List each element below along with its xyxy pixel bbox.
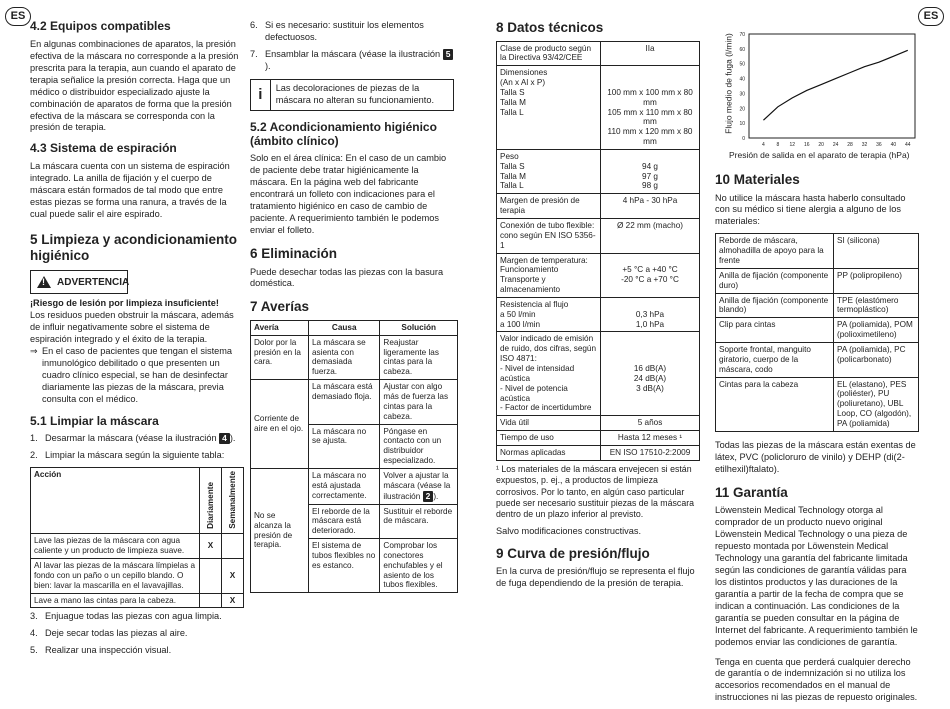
column-2 [250, 20, 458, 593]
illustration-ref-5: 5 [443, 49, 454, 60]
info-box [250, 79, 454, 111]
section-10-title: 10 Materiales [715, 172, 800, 187]
material-name: TPE (elastómero termoplástico) [834, 293, 919, 318]
table-row [716, 318, 919, 343]
table-row: Lave a mano las cintas para la cabeza. X [31, 593, 244, 608]
table-row: El sistema de tubos flexibles no es estanco. Comprobar los conectores enchufables y el asiento de los tubos flexibles. [251, 539, 458, 593]
footnote: ¹ Los materiales de la máscara envejecen si están expuestos, p. ej., a productos de limpieza corrosivos. Por lo tanto, en algún caso particular puede ser necesario sustituir piezas de la máscara dentro de un plazo inferior al previsto. [496, 463, 695, 520]
tech-value: 100 mm x 100 mm x 80 mm 105 mm x 110 mm x 80 mm 110 mm x 120 mm x 80 mm [601, 66, 700, 150]
tech-value: Hasta 12 meses ¹ [601, 431, 700, 446]
tech-value: +5 °C a +40 °C -20 °C a +70 °C [601, 253, 700, 297]
table-row: El reborde de la máscara está deteriorado. Sustituir el reborde de máscara. [251, 504, 458, 539]
tech-value: Ø 22 mm (macho) [601, 219, 700, 254]
table-row [497, 332, 700, 416]
table-row: Al lavar las piezas de la máscara límpielas a fondo con un paño o un cepillo blando. O bien: lavar la mascarilla en el lavavajillas. X [31, 558, 244, 593]
table-row: Lave las piezas de la máscara con agua caliente y un producto de limpieza suave. X [31, 534, 244, 559]
material-name: EL (elastano), PES (poliéster), PU (poliuretano), UBL Loop, CO (algodón), PA (poliamida) [834, 377, 919, 431]
material-name: PA (poliamida), PC (policarbonato) [834, 342, 919, 377]
step-5: 5. Realizar una inspección visual. [30, 645, 172, 656]
warning-box [30, 270, 128, 294]
step-2: 2. Limpiar la máscara según la siguiente tabla: [30, 450, 225, 461]
section-4-3-text: La máscara cuenta con un sistema de espiración integrado. La anilla de fijación y el cuerpo de máscara están formados de tal modo que entre estas piezas se forma una ranura, a través de la cual puede salir el aire espirado. [30, 161, 230, 220]
material-name: PP (polipropileno) [834, 268, 919, 293]
material-part: Clip para cintas [716, 318, 834, 343]
section-11-text-1: Löwenstein Medical Technology otorga al comprador de un producto nuevo original Löwenstein Medical Technology o una pieza de repuesto montada por Löwenstein Medical Technology una garantía del fabricante limitada según las condiciones de garantía válidas para los distintos productos y las duraciones de la garantía a partir de la fecha de compra que se indican a continuación. Las condiciones de la garantía se pueden consultar en la página de Internet del fabricante. A requerimiento también le podemos enviar las condiciones de garantía. [715, 505, 918, 647]
warning-heading: ¡Riesgo de lesión por limpieza insuficiente! [30, 298, 219, 309]
x-tick-label: 32 [861, 142, 868, 148]
warning-instruction-text: En el caso de pacientes que tengan el sistema inmunológico debilitado o que presenten un cuadro clínico especial, se han de desinfectar diariamente las piezas de la máscara, previa consulta con el médico. [42, 345, 232, 404]
x-tick-label: 24 [832, 142, 839, 148]
table-row [497, 41, 700, 66]
y-tick-label: 10 [739, 121, 745, 128]
x-tick-label: 4 [762, 142, 765, 148]
cleaning-table-header-daily: Diariamente [205, 481, 215, 529]
x-tick-label: 40 [890, 142, 897, 148]
language-badge-right: ES [918, 7, 944, 26]
table-row [716, 268, 919, 293]
cleaning-table-header-action: Acción [31, 468, 200, 534]
tech-value: EN ISO 17510-2:2009 [601, 445, 700, 460]
tech-label: Margen de temperatura: Funcionamiento Transporte y almacenamiento [497, 253, 601, 297]
table-row [497, 149, 700, 193]
column-3 [496, 20, 700, 595]
tech-value: IIa [601, 41, 700, 66]
section-5-2-text: Solo en el área clínica: En el caso de un cambio de paciente debe tratar higiénicamente la máscara. En la página web del fabricante encontrará un folleto con indicaciones para el tratamiento higiénico en caso de cambio de paciente. A requerimiento también le podemos enviar el folleto. [250, 153, 447, 236]
section-4-2-text: En algunas combinaciones de aparatos, la presión efectiva de la máscara no corresponde a la presión prescrita para la terapia, aun cuando el aparato de terapia señalice la presión correcta. Haga que un médico o distribuidor especializado ajuste la combinación de aparatos de forma que la presión efectiva de la máscara se corresponda con la presión de terapia. [30, 38, 239, 133]
material-name: SI (silicona) [834, 234, 919, 269]
chart-xlabel: Presión de salida en el aparato de terapia (hPa) [729, 150, 910, 160]
section-9-title: 9 Curva de presión/flujo [496, 545, 650, 561]
warning-text: Los residuos pueden obstruir la máscara, además de influir negativamente sobre el sistema de espiración integrado y el éxito de la terapia. [30, 309, 234, 344]
info-text: Las decoloraciones de piezas de la máscara no alteran su funcionamiento. [275, 82, 435, 105]
arrow-icon: ⇒ [30, 345, 38, 356]
material-part: Anilla de fijación (componente duro) [716, 268, 834, 293]
y-tick-label: 60 [739, 46, 745, 53]
tech-label: Normas aplicadas [497, 445, 601, 460]
y-tick-label: 30 [739, 91, 745, 98]
tech-label: Margen de presión de terapia [497, 194, 601, 219]
chart-ylabel: Flujo medio de fuga (l/min) [723, 33, 734, 134]
section-10-text: No utilice la máscara hasta haberlo consultado con su médico si tiene alergia a alguno de los materiales: [715, 192, 906, 227]
table-row [497, 66, 700, 150]
table-row [716, 377, 919, 431]
step-1: 1. Desarmar la máscara (véase la ilustración 4 ). [30, 433, 236, 444]
cleaning-table-header-weekly: Semanalmente [227, 470, 237, 529]
tech-label: Tiempo de uso [497, 431, 601, 446]
x-tick-label: 20 [818, 142, 824, 148]
tech-value: 4 hPa - 30 hPa [601, 194, 700, 219]
y-tick-label: 70 [739, 32, 745, 38]
tech-label: Peso Talla S Talla M Talla L [497, 149, 601, 193]
material-part: Reborde de máscara, almohadilla de apoyo para la frente [716, 234, 834, 269]
tech-label: Resistencia al flujo a 50 l/min a 100 l/min [497, 297, 601, 332]
section-6-title: 6 Eliminación [250, 245, 338, 261]
section-7-title: 7 Averías [250, 299, 310, 315]
step-3: 3. Enjuague todas las piezas con agua limpia. [30, 611, 222, 622]
fault-header: Avería [251, 320, 309, 335]
table-row: Dolor por la presión en la cara. La máscara se asienta con demasiada fuerza. Reajustar ligeramente las cintas para la cabeza. [251, 335, 458, 379]
y-tick-label: 20 [739, 106, 745, 113]
y-tick-label: 40 [739, 76, 745, 83]
table-row [716, 342, 919, 377]
technical-data-table [496, 41, 700, 461]
section-10-after: Todas las piezas de la máscara están exentas de látex, PVC (policloruro de vinilo) y DEHP (di(2-etilhexil)ftalato). [715, 439, 916, 474]
chart-svg [729, 30, 919, 156]
salvo-note: Salvo modificaciones constructivas. [496, 525, 642, 536]
tech-value: 94 g 97 g 98 g [601, 149, 700, 193]
series-line [763, 50, 907, 120]
chart-frame [749, 34, 915, 138]
tech-label: Vida útil [497, 416, 601, 431]
y-tick-label: 50 [739, 61, 745, 68]
illustration-ref-4: 4 [219, 433, 230, 444]
fault-table [250, 320, 458, 593]
column-4 [715, 20, 919, 709]
step-7: 7. Ensamblar la máscara (véase la ilustración 5). [250, 49, 458, 73]
language-badge-left: ES [5, 7, 31, 26]
section-5-title: 5 Limpieza y acondicionamiento higiénico [30, 231, 238, 263]
x-tick-label: 28 [847, 142, 853, 148]
section-6-text: Puede desechar todas las piezas con la basura doméstica. [250, 266, 444, 289]
table-row: Corriente de aire en el ojo. La máscara está demasiado floja. Ajustar con algo más de fuerza las cintas para la cabeza. [251, 380, 458, 424]
section-8-title: 8 Datos técnicos [496, 20, 604, 35]
tech-label: Clase de producto según la Directiva 93/42/CEE [497, 41, 601, 66]
tech-value: 16 dB(A) 24 dB(A) 3 dB(A) [601, 332, 700, 416]
table-row: No se alcanza la presión de terapia. La máscara no está ajustada correctamente. Volver a ajustar la máscara (véase la ilustración 2 ). [251, 468, 458, 504]
pressure-flow-chart [715, 20, 919, 166]
x-tick-label: 12 [789, 142, 796, 148]
warning-icon [37, 276, 51, 288]
material-name: PA (poliamida), POM (polioximetileno) [834, 318, 919, 343]
warning-label: ADVERTENCIA [57, 276, 130, 288]
section-4-3-title: 4.3 Sistema de espiración [30, 141, 177, 156]
cleaning-table [30, 467, 244, 608]
table-row: La máscara no se ajusta. Póngase en contacto con un distribuidor especializado. [251, 424, 458, 468]
table-row [716, 234, 919, 269]
table-row [497, 445, 700, 460]
x-tick-label: 16 [803, 142, 810, 148]
cause-header: Causa [309, 320, 380, 335]
section-11-title: 11 Garantía [715, 484, 788, 500]
material-part: Soporte frontal, manguito giratorio, cuerpo de la máscara, codo [716, 342, 834, 377]
table-row [716, 293, 919, 318]
material-part: Anilla de fijación (componente blando) [716, 293, 834, 318]
tech-label: Valor indicado de emisión de ruido, dos cifras, según ISO 4871: - Nivel de intensidad acústica - Nivel de potencia acústica - Factor de incertidumbre [497, 332, 601, 416]
info-icon: i [251, 80, 271, 110]
solution-header: Solución [380, 320, 458, 335]
material-part: Cintas para la cabeza [716, 377, 834, 431]
table-row [497, 416, 700, 431]
section-4-2-title: 4.2 Equipos compatibles [30, 19, 171, 33]
table-row [497, 253, 700, 297]
tech-value: 5 años [601, 416, 700, 431]
section-5-1-title: 5.1 Limpiar la máscara [30, 413, 159, 428]
tech-value: 0,3 hPa 1,0 hPa [601, 297, 700, 332]
x-tick-label: 44 [905, 142, 911, 148]
table-row [497, 219, 700, 254]
y-tick-label: 0 [742, 136, 745, 142]
tech-label: Conexión de tubo flexible: cono según EN ISO 5356-1 [497, 219, 601, 254]
table-row [497, 431, 700, 446]
step-4: 4. Deje secar todas las piezas al aire. [30, 628, 188, 639]
section-11-text-2: Tenga en cuenta que perderá cualquier derecho de garantía o de indemnización si no utiliza los accesorios recomendados en el manual de instrucciones ni las piezas de repuesto originales. [715, 656, 918, 703]
x-tick-label: 8 [776, 142, 780, 148]
illustration-ref-2: 2 [423, 491, 434, 502]
x-tick-label: 36 [876, 142, 882, 148]
step-6: 6. Si es necesario: sustituir los elementos defectuosos. [250, 20, 424, 42]
warning-instruction [30, 346, 244, 411]
table-row [497, 194, 700, 219]
table-row [497, 297, 700, 332]
column-1 [30, 20, 244, 662]
section-9-text: En la curva de presión/flujo se representa el flujo de fuga dependiendo de la presión de terapia. [496, 566, 695, 589]
section-5-2-title: 5.2 Acondicionamiento higiénico (ámbito clínico) [250, 119, 437, 148]
tech-label: Dimensiones (An x Al x P) Talla S Talla M Talla L [497, 66, 601, 150]
materials-table [715, 233, 919, 431]
